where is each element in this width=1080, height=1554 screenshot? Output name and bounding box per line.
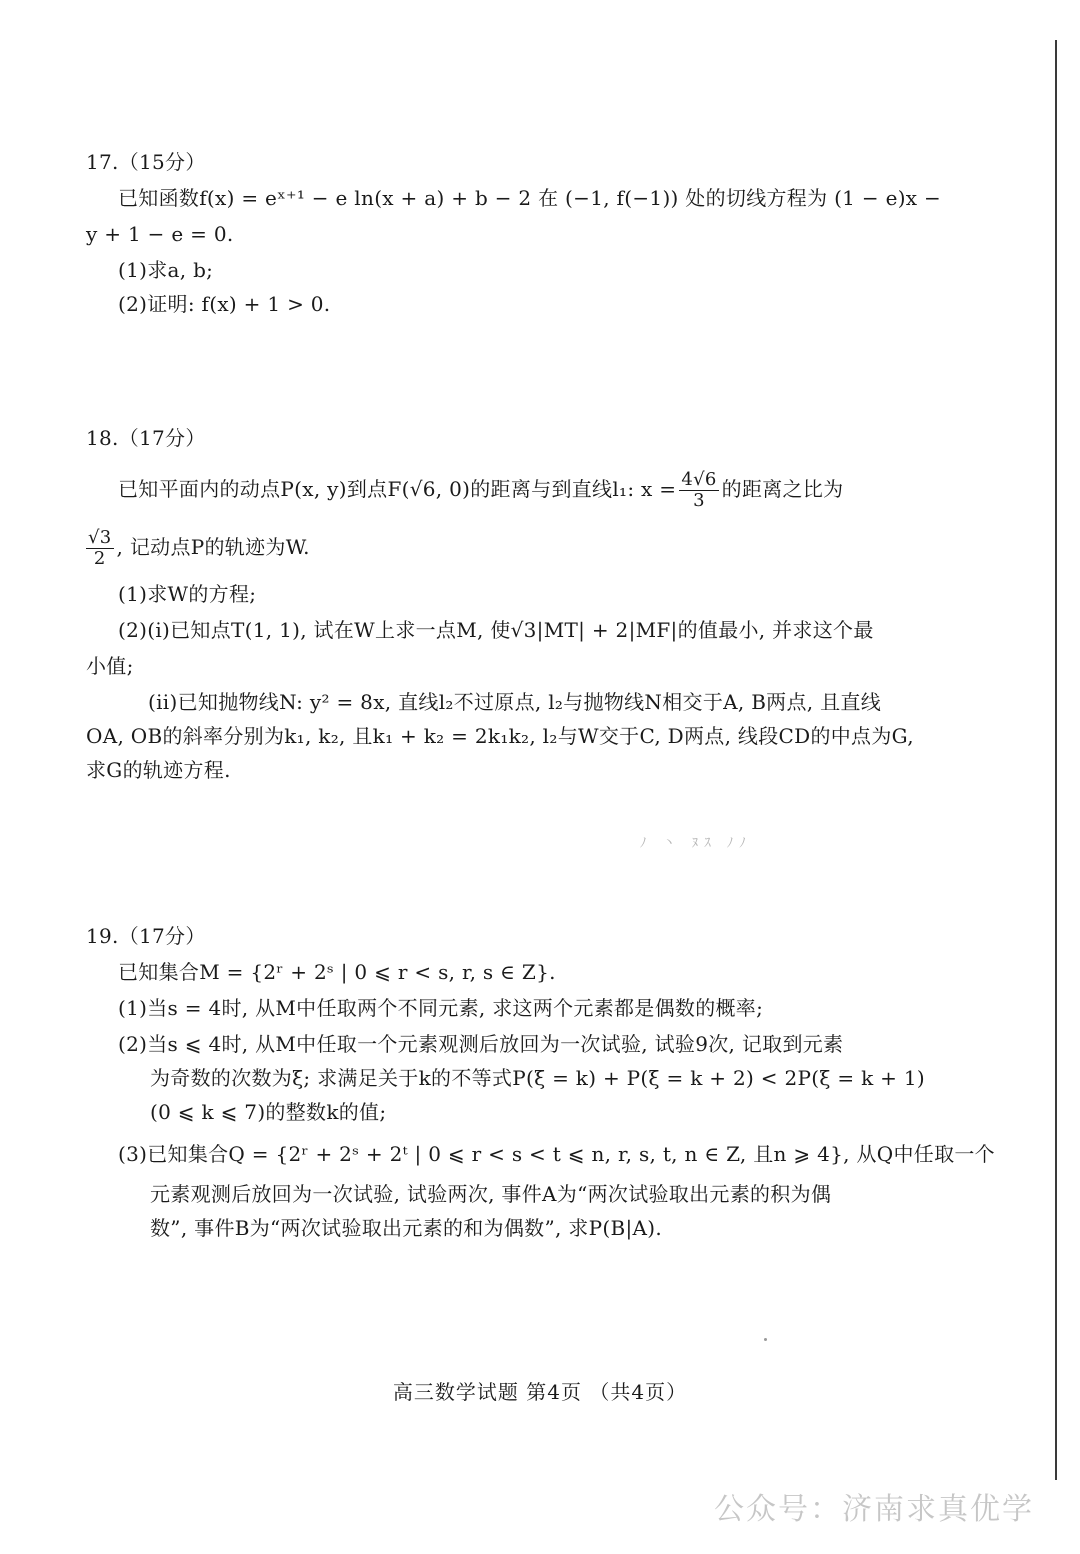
q19-part3-a: (3)已知集合Q = {2ʳ + 2ˢ + 2ᵗ | 0 ⩽ r < s < t ⩽ n, r, s, t, n ∈ Z, 且n ⩾ 4}, 从Q中任取一个 [118, 1142, 995, 1166]
q18-fraction-directrix [679, 470, 718, 511]
q19-part2-a: (2)当s ⩽ 4时, 从M中任取一个元素观测后放回为一次试验, 试验9次, 记取到元素 [118, 1032, 844, 1056]
q17-part2: (2)证明: f(x) + 1 > 0. [118, 292, 331, 316]
q17-line1: 已知函数f(x) = eˣ⁺¹ − e ln(x + a) + b − 2 在 (−1, f(−1)) 处的切线方程为 (1 − e)x − [118, 186, 942, 210]
q17-line2: y + 1 − e = 0. [86, 222, 234, 246]
q18-line1-pre: 已知平面内的动点P(x, y)到点F(√6, 0)的距离与到直线l₁: x = [118, 477, 677, 501]
q18-frac2-den: 2 [93, 548, 106, 569]
q18-frac1-den: 3 [693, 490, 705, 511]
q19-part1: (1)当s = 4时, 从M中任取两个不同元素, 求这两个元素都是偶数的概率; [118, 996, 764, 1020]
scan-edge-line [1055, 40, 1057, 1480]
q17-heading: 17.（15分） [86, 150, 206, 174]
stray-pencil-marks: ﾉ 丶 ﾇｽ ﾉﾉ [640, 836, 752, 851]
q18-heading: 18.（17分） [86, 426, 206, 450]
q18-line1-post: 的距离之比为 [721, 477, 844, 501]
q18-fraction-ratio [86, 528, 114, 569]
q19-part3-b: 元素观测后放回为一次试验, 试验两次, 事件A为“两次试验取出元素的积为偶 [150, 1182, 832, 1206]
q17-part1: (1)求a, b; [118, 258, 214, 282]
q19-part2-c: (0 ⩽ k ⩽ 7)的整数k的值; [150, 1100, 387, 1124]
q18-line2 [86, 528, 310, 569]
q19-part2-b: 为奇数的次数为ξ; 求满足关于k的不等式P(ξ = k) + P(ξ = k + 2) < 2P(ξ = k + 1) [150, 1066, 926, 1090]
q19-part3-c: 数”, 事件B为“两次试验取出元素的和为偶数”, 求P(B|A). [150, 1216, 662, 1240]
wechat-watermark: 公众号：济南求真优学 [714, 1492, 1034, 1527]
stray-dot [764, 1338, 767, 1341]
q18-part2i-a: (2)(i)已知点T(1, 1), 试在W上求一点M, 使√3|MT| + 2|MF|的值最小, 并求这个最 [118, 618, 874, 642]
q18-line1 [118, 470, 843, 511]
q18-part2ii-c: 求G的轨迹方程. [86, 758, 231, 782]
page-footer: 高三数学试题 第4页 （共4页） [392, 1380, 688, 1404]
q19-line1: 已知集合M = {2ʳ + 2ˢ | 0 ⩽ r < s, r, s ∈ Z}. [118, 960, 556, 984]
q18-part2ii-a: (ii)已知抛物线N: y² = 8x, 直线l₂不过原点, l₂与抛物线N相交于A, B两点, 且直线 [148, 690, 882, 714]
q18-part2ii-b: OA, OB的斜率分别为k₁, k₂, 且k₁ + k₂ = 2k₁k₂, l₂与W交于C, D两点, 线段CD的中点为G, [86, 724, 914, 748]
q18-part1: (1)求W的方程; [118, 582, 257, 606]
q18-frac1-num: 4√6 [681, 469, 717, 490]
q18-frac2-num: √3 [88, 527, 112, 548]
q18-part2i-b: 小值; [86, 654, 134, 678]
q18-line2-post: , 记动点P的轨迹为W. [116, 535, 310, 559]
q19-heading: 19.（17分） [86, 924, 206, 948]
